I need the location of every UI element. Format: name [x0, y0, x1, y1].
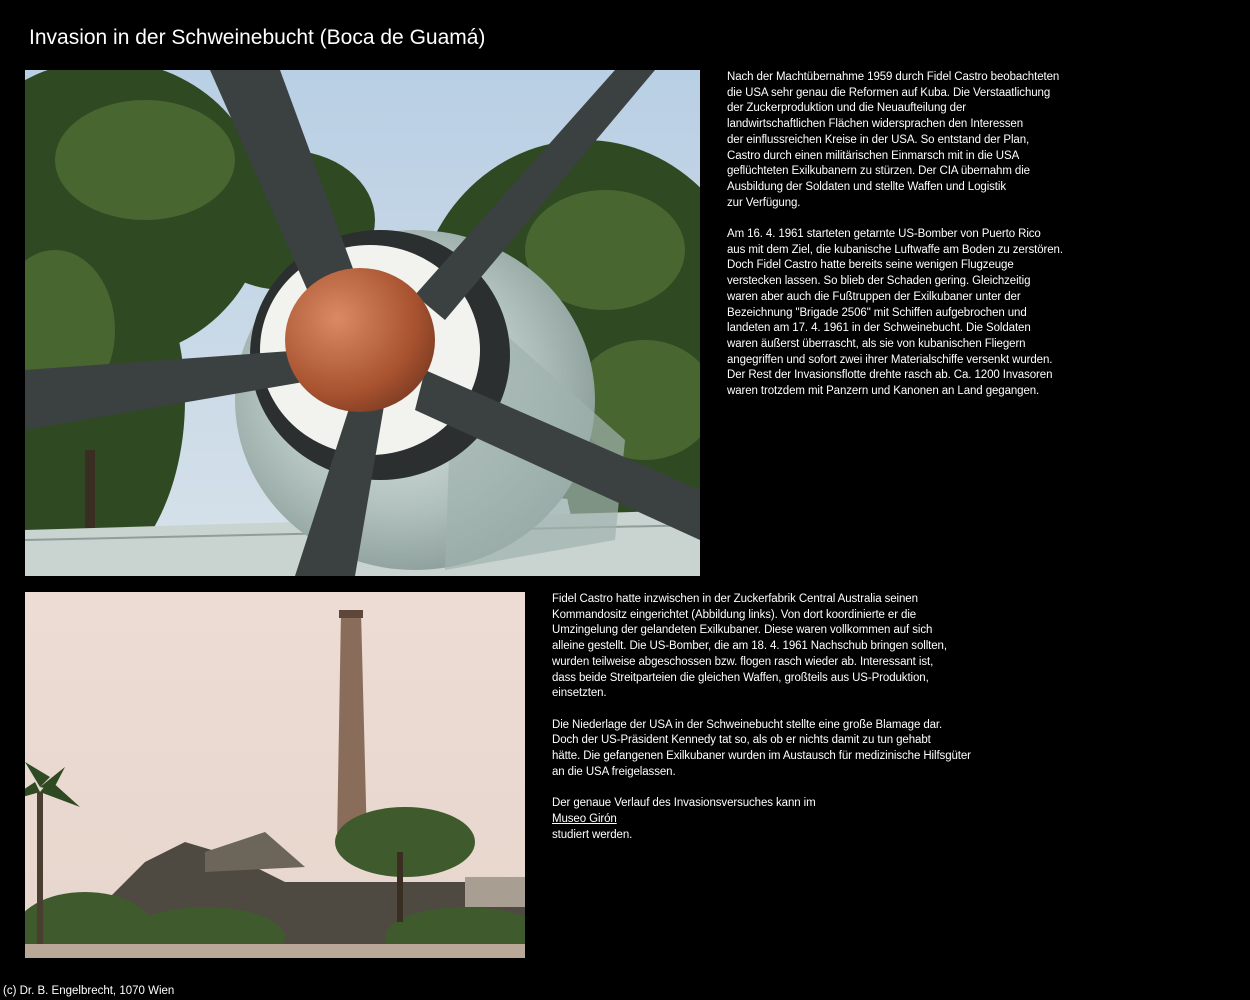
museum-giron-link[interactable]: Museo Girón [552, 812, 617, 825]
propeller-aircraft-photo [25, 70, 700, 576]
history-text-top [727, 70, 1107, 415]
paragraph-defeat: Die Niederlage der USA in der Schweinebucht stellte eine große Blamage dar. Doch der US-Präsident Kennedy tat so, als ob er nichts damit zu tun gehabt hätte. Die gefangenen Exilkubaner wurden im Austausch für medizinische Hilfsgüter an die USA freigelassen. [552, 718, 971, 778]
copyright-footer: (c) Dr. B. Engelbrecht, 1070 Wien [3, 985, 175, 997]
paragraph-command-post: Fidel Castro hatte inzwischen in der Zuckerfabrik Central Australia seinen Kommandositz eingerichtet (Abbildung links). Von dort koordinierte er die Umzingelung der gelandeten Exilkubaner. Diese waren vollkommen auf sich alleine gestellt. Die US-Bomber, die am 18. 4. 1961 Nachschub bringen sollten, wurden teilweise abgeschossen bzw. flogen rasch wieder ab. Interessant ist, dass beide Streitparteien die gleichen Waffen, großteils aus US-Produktion, einsetzten. [552, 593, 947, 700]
sugar-factory-photo [25, 592, 525, 958]
history-text-bottom [552, 592, 1022, 843]
paragraph-castro-reforms: Nach der Machtübernahme 1959 durch Fidel Castro beobachteten die USA sehr genau die Reformen auf Kuba. Die Verstaatlichung der Zuckerproduktion und die Neuaufteilung der landwirtschaftlichen Flächen widersprachen den Interessen der einflussreichen Kreise in der USA. So entstand der Plan, Castro durch einen militärischen Einmarsch mit in die USA geflüchteten Exilkubanern zu stürzen. Der CIA übernahm die Ausbildung der Soldaten und stellte Waffen und Logistik zur Verfügung. [727, 71, 1060, 209]
museum-text-before: Der genaue Verlauf des Invasionsversuches kann im [552, 797, 816, 810]
paragraph-bomber-attack: Am 16. 4. 1961 starteten getarnte US-Bomber von Puerto Rico aus mit dem Ziel, die kubanische Luftwaffe am Boden zu zerstören. Doch Fidel Castro hatte bereits seine wenigen Flugzeuge verstecken lassen. So blieb der Schaden gering. Gleichzeitig waren aber auch die Fußtruppen der Exilkubaner unter der Bezeichnung "Brigade 2506" mit Schiffen aufgebrochen und landeten am 17. 4. 1961 in der Schweinebucht. Die Soldaten waren äußerst überrascht, als sie von kubanischen Fliegern angegriffen und sofort zwei ihrer Materialschiffe versenkt wurden. Der Rest der Invasionsflotte drehte rasch ab. Ca. 1200 Invasoren waren trotzdem mit Panzern und Kanonen an Land gegangen. [727, 228, 1063, 398]
page-title: Invasion in der Schweinebucht (Boca de Guamá) [29, 26, 486, 49]
paragraph-museum [552, 796, 1022, 843]
museum-text-after: studiert werden. [552, 828, 633, 841]
